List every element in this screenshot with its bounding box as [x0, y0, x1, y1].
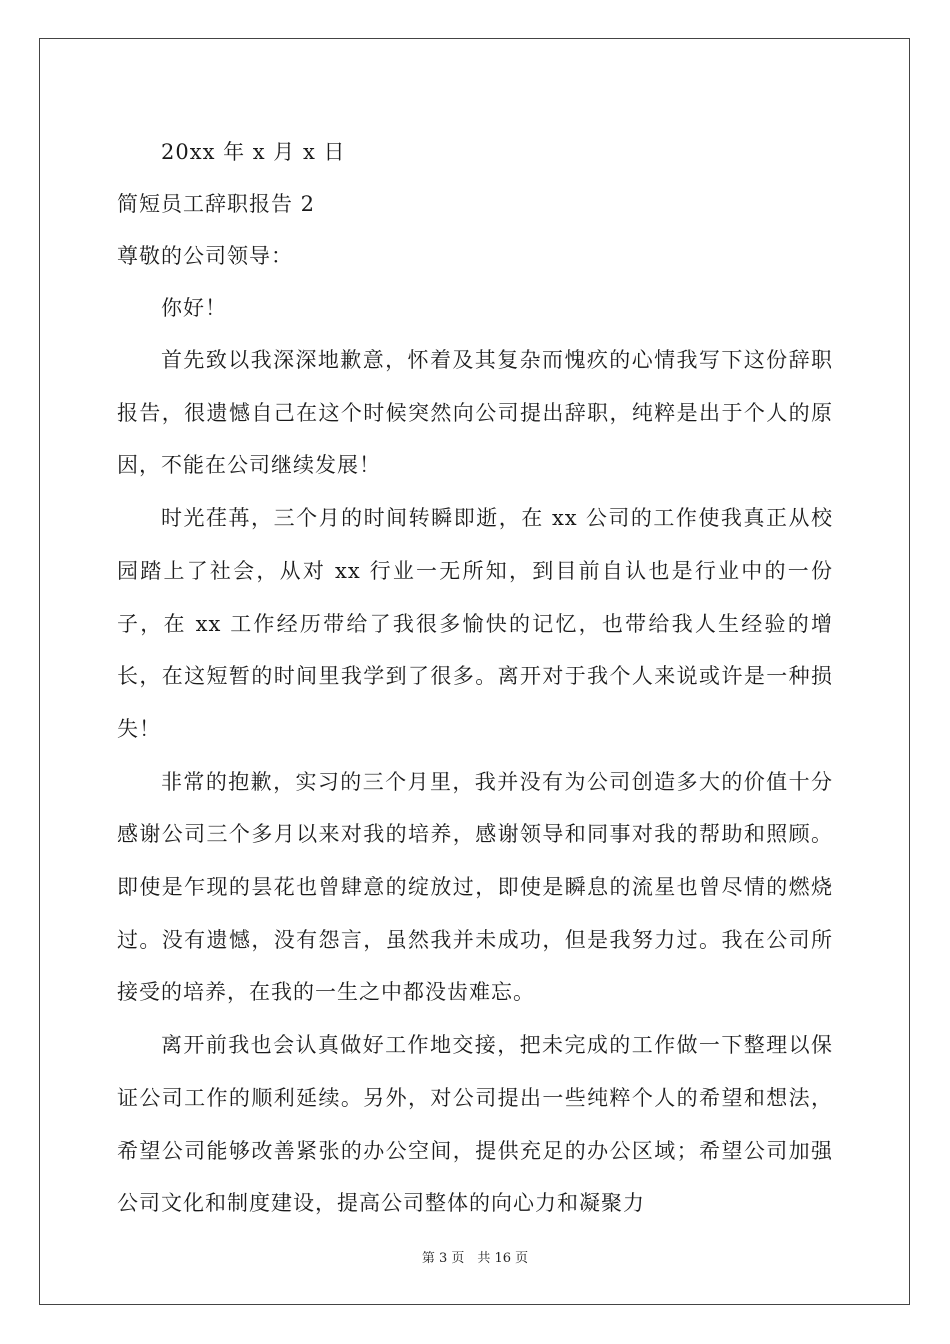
- page-number: 第 3 页 共 16 页: [421, 1251, 529, 1266]
- paragraph-experience: 时光荏苒，三个月的时间转瞬即逝，在 xx 公司的工作使我真正从校园踏上了社会，从对 xx 行业一无所知，到目前自认也是行业中的一份子，在 xx 工作经历带给了我很多愉快的记忆，也带给我人生经验的增长，在这短暂的时间里我学到了很多。离开对于我个人来说或许是一种损失！: [117, 506, 833, 741]
- paragraph-gratitude: 非常的抱歉，实习的三个月里，我并没有为公司创造多大的价值十分感谢公司三个多月以来对我的培养，感谢领导和同事对我的帮助和照顾。即使是乍现的昙花也曾肆意的绽放过，即使是瞬息的流星也曾尽情的燃烧过。没有遗憾，没有怨言，虽然我并未成功，但是我努力过。我在公司所接受的培养，在我的一生之中都没齿难忘。: [117, 769, 833, 1005]
- section-title: 简短员工辞职报告 2: [117, 192, 316, 216]
- paragraph-handover: 离开前我也会认真做好工作地交接，把未完成的工作做一下整理以保证公司工作的顺利延续。另外，对公司提出一些纯粹个人的希望和想法，希望公司能够改善紧张的办公空间，提供充足的办公区域；希望公司加强公司文化和制度建设，提高公司整体的向心力和凝聚力: [117, 1033, 833, 1216]
- date-line: 20xx 年 x 月 x 日: [161, 140, 346, 164]
- paragraph-apology: 首先致以我深深地歉意，怀着及其复杂而愧疚的心情我写下这份辞职报告，很遗憾自己在这个时候突然向公司提出辞职，纯粹是出于个人的原因，不能在公司继续发展！: [117, 348, 833, 478]
- salutation: 尊敬的公司领导：: [117, 244, 293, 268]
- greeting: 你好！: [161, 296, 227, 320]
- document-body: [117, 126, 833, 1230]
